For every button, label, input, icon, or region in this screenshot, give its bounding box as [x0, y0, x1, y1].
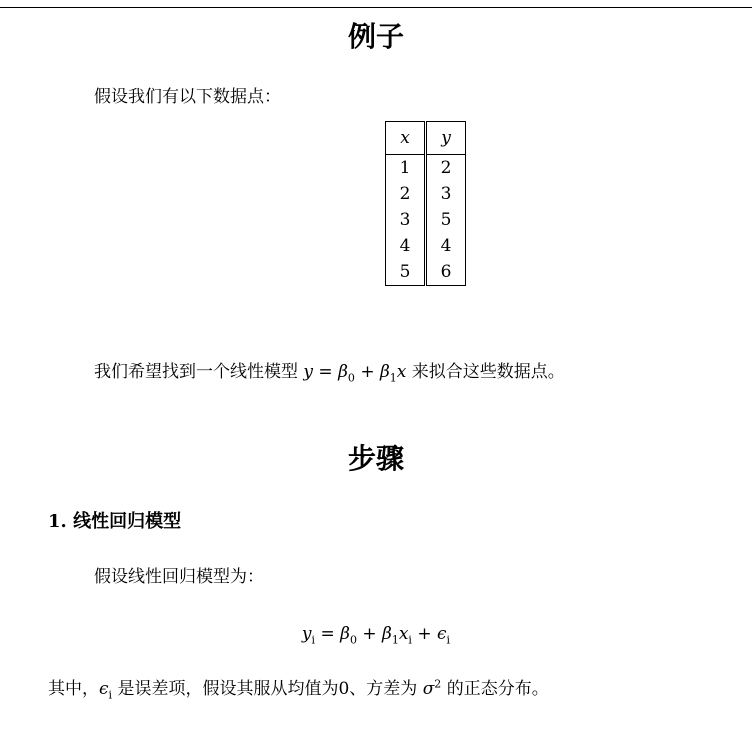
- section-title-steps: 步骤: [347, 442, 404, 475]
- table-cell-y: 4: [426, 233, 466, 259]
- intro-paragraph: 假设我们有以下数据点：: [94, 87, 281, 107]
- model-formula-inline: $y = \beta_0 + \beta_1x$: [303, 362, 407, 385]
- variance-symbol: $\sigma^2$: [422, 677, 442, 699]
- top-rule: [0, 7, 752, 8]
- error-term-symbol: $\epsilon_i$: [99, 679, 113, 702]
- table-header-y: y: [426, 122, 466, 155]
- table-header-x: x: [386, 122, 426, 155]
- table-row: [386, 233, 466, 259]
- table-row: [386, 207, 466, 233]
- model-equation: $y_i = \beta_0 + \beta_1x_i + \epsilon_i$: [301, 624, 451, 647]
- table-cell-y: 3: [426, 181, 466, 207]
- table-cell-y: 5: [426, 207, 466, 233]
- table-row: [386, 155, 466, 182]
- table-cell-x: 1: [386, 155, 426, 182]
- data-points-table: [385, 121, 466, 286]
- table-cell-x: 4: [386, 233, 426, 259]
- explain-text-after: 的正态分布。: [441, 679, 549, 699]
- table-row: [386, 181, 466, 207]
- table-cell-y: 6: [426, 259, 466, 286]
- model-intro-paragraph: 假设线性回归模型为：: [94, 567, 264, 587]
- explain-text-middle: 是误差项，假设其服从均值为0、方差为: [112, 679, 423, 699]
- subsection-title: 线性回归模型: [73, 511, 182, 532]
- goal-paragraph: [94, 361, 565, 383]
- goal-text-before: 我们希望找到一个线性模型: [94, 362, 304, 382]
- table-cell-x: 2: [386, 181, 426, 207]
- goal-text-after: 来拟合这些数据点。: [406, 362, 565, 382]
- subsection-heading: [48, 510, 181, 534]
- subsection-number: 1.: [48, 511, 67, 532]
- error-explanation-paragraph: [48, 678, 549, 700]
- table-cell-y: 2: [426, 155, 466, 182]
- section-title-example: 例子: [347, 20, 404, 53]
- explain-text-before: 其中，: [48, 679, 99, 699]
- table-row: [386, 259, 466, 286]
- table-header-row: [386, 122, 466, 155]
- table-cell-x: 3: [386, 207, 426, 233]
- table-cell-x: 5: [386, 259, 426, 286]
